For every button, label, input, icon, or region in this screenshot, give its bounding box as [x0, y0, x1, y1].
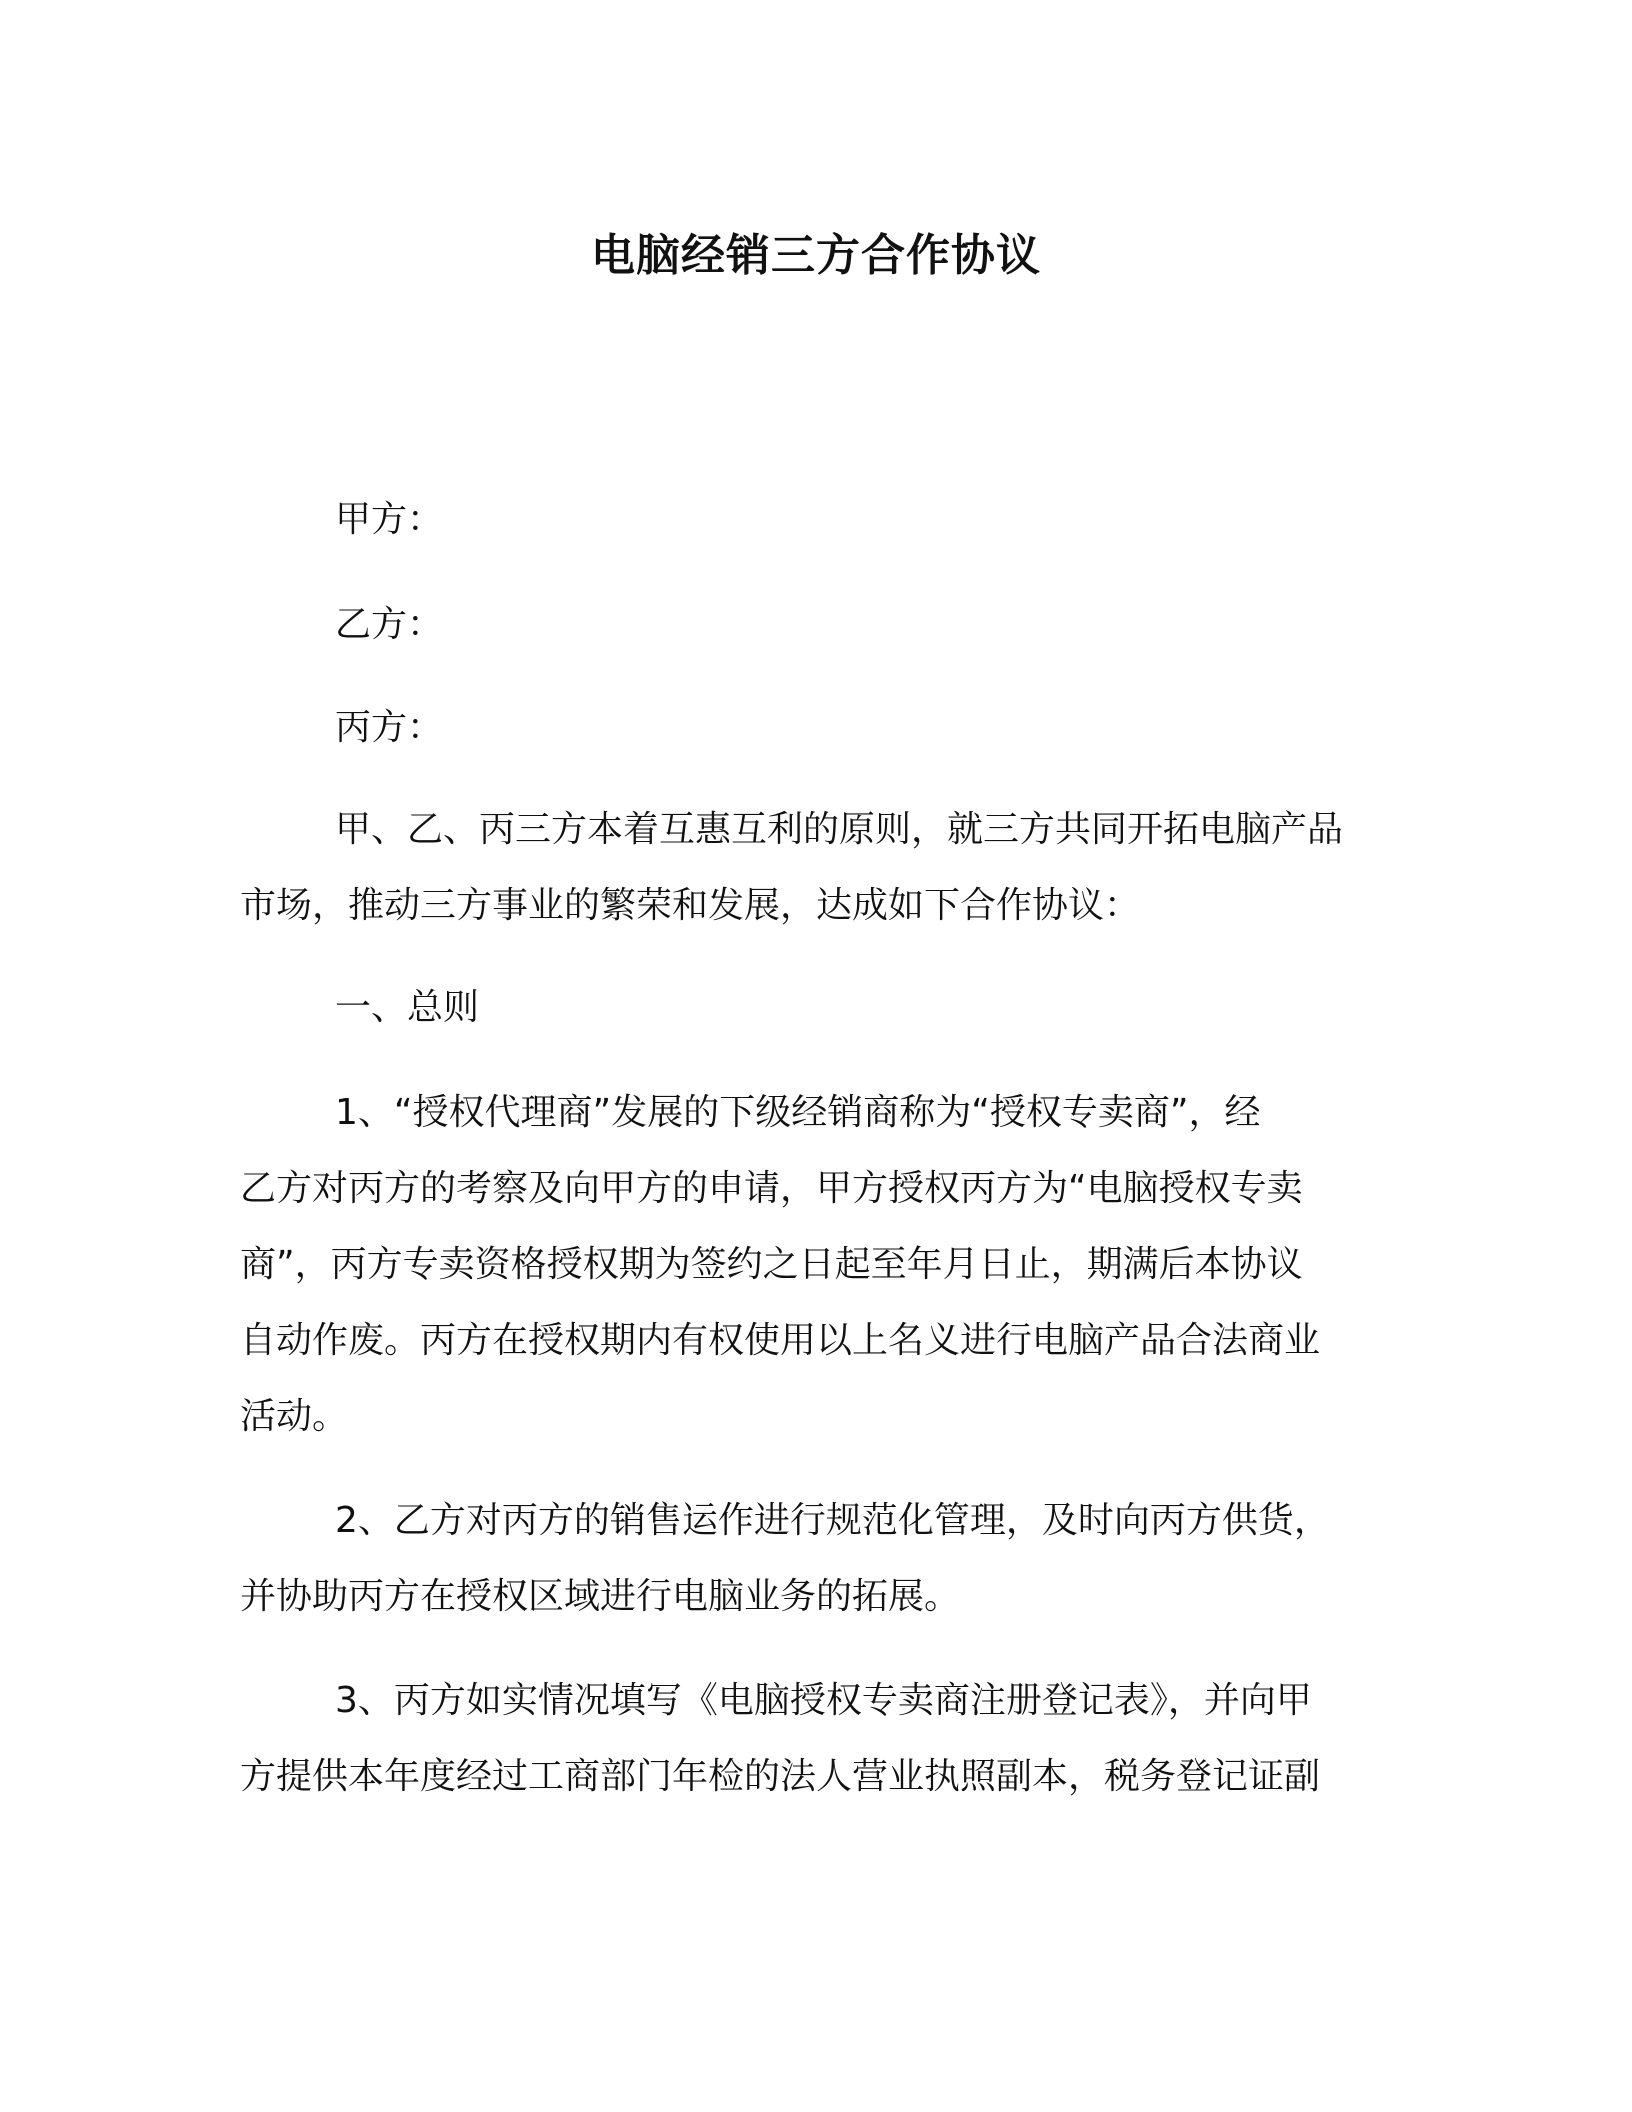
- party-a-label: 甲方：: [335, 499, 444, 540]
- clause-line: 2、乙方对丙方的销售运作进行规范化管理，及时向丙方供货，: [335, 1500, 1330, 1541]
- intro-line: 甲、乙、丙三方本着互惠互利的原则，就三方共同开拓电脑产品: [335, 809, 1344, 850]
- section-heading: 一、总则: [335, 987, 480, 1028]
- clause-line: 商”，丙方专卖资格授权期为签约之日起至年月日止，期满后本协议: [240, 1244, 1303, 1285]
- party-b-label: 乙方：: [335, 604, 444, 645]
- document-title: 电脑经销三方合作协议: [591, 230, 1041, 281]
- clause-line: 活动。: [240, 1396, 349, 1437]
- intro-line: 市场，推动三方事业的繁荣和发展，达成如下合作协议：: [240, 885, 1141, 926]
- clause-line: 自动作废。丙方在授权期内有权使用以上名义进行电脑产品合法商业: [240, 1320, 1321, 1361]
- clause-line: 并协助丙方在授权区域进行电脑业务的拓展。: [240, 1576, 961, 1617]
- clause-line: 3、丙方如实情况填写《电脑授权专卖商注册登记表》，并向甲: [335, 1680, 1312, 1721]
- clause-line: 1、“授权代理商”发展的下级经销商称为“授权专卖商”，经: [335, 1092, 1261, 1133]
- clause-line: 乙方对丙方的考察及向甲方的申请，甲方授权丙方为“电脑授权专卖: [240, 1168, 1303, 1209]
- party-c-label: 丙方：: [335, 707, 444, 748]
- clause-line: 方提供本年度经过工商部门年检的法人营业执照副本，税务登记证副: [240, 1756, 1321, 1797]
